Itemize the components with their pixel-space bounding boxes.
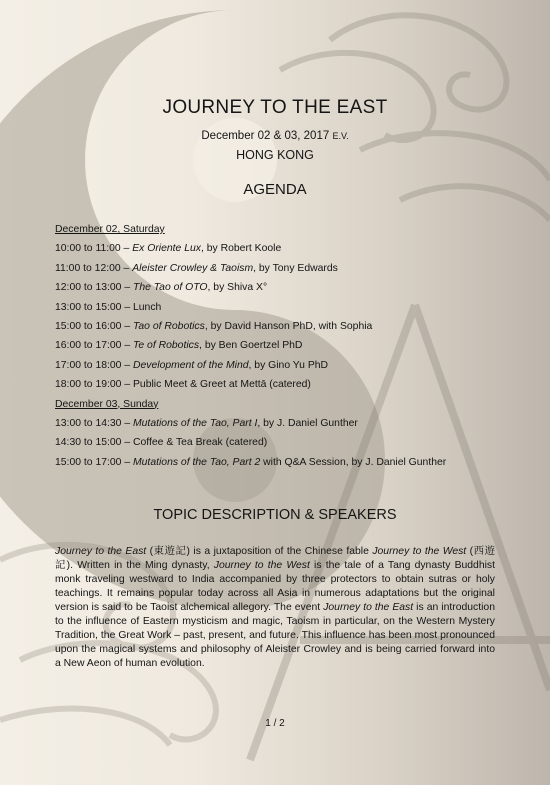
agenda-item: 17:00 to 18:00 – Development of the Mind, by Gino Yu PhD	[55, 359, 329, 371]
day-heading-1: December 02, Saturday	[55, 224, 165, 235]
agenda-item: 13:00 to 14:30 – Mutations of the Tao, Part I, by J. Daniel Gunther	[55, 417, 358, 429]
agenda-item: 15:00 to 17:00 – Mutations of the Tao, Part 2 with Q&A Session, by J. Daniel Gunther	[55, 456, 447, 468]
event-dates	[0, 130, 550, 142]
agenda-item: 16:00 to 17:00 – Te of Robotics, by Ben Goertzel PhD	[55, 340, 303, 352]
era-marker: E.V.	[332, 131, 349, 141]
agenda-item: 15:00 to 16:00 – Tao of Robotics, by David Hanson PhD, with Sophia	[55, 320, 373, 332]
page-number: 1 / 2	[265, 718, 285, 729]
agenda-item: 12:00 to 13:00 – The Tao of OTO, by Shiva X°	[55, 282, 268, 294]
topic-description: Journey to the East (東遊記) is a juxtaposition of the Chinese fable Journey to the West (西遊記). Written in the Ming dynasty, Journey to the West is the tale of a Tang dynasty Buddhist monk traveling westward to India accompanied by three protectors to obtain sutras or holy teachings. It remains popular today across all Asia in numerous adaptations but the original version is said to be Taoist alchemical allegory. The event Journey to the East is an introduction to the influence of Eastern mysticism and magic, Taoism in particular, on the Western Mystery Tradition, the Great Work – past, present, and future. This influence has been most pronounced upon the magical systems and philosophy of Aleister Crowley and is being carried forward into a New Aeon of human evolution.	[55, 546, 496, 669]
event-city: HONG KONG	[236, 148, 314, 162]
agenda-item: 11:00 to 12:00 – Aleister Crowley & Taoism, by Tony Edwards	[55, 262, 338, 274]
day-heading-2: December 03, Sunday	[55, 398, 159, 410]
event-title: JOURNEY TO THE EAST	[162, 97, 388, 118]
topic-heading: TOPIC DESCRIPTION & SPEAKERS	[153, 507, 397, 523]
event-dates-text: December 02 & 03, 2017	[201, 130, 330, 142]
agenda-item: 10:00 to 11:00 – Ex Oriente Lux, by Robert Koole	[55, 243, 282, 255]
agenda-item: 14:30 to 15:00 – Coffee & Tea Break (catered)	[55, 437, 268, 449]
agenda-item: 18:00 to 19:00 – Public Meet & Greet at Mettā (catered)	[55, 379, 311, 391]
agenda-heading: AGENDA	[243, 181, 307, 198]
agenda-list	[55, 223, 525, 475]
agenda-item: 13:00 to 15:00 – Lunch	[55, 301, 162, 313]
